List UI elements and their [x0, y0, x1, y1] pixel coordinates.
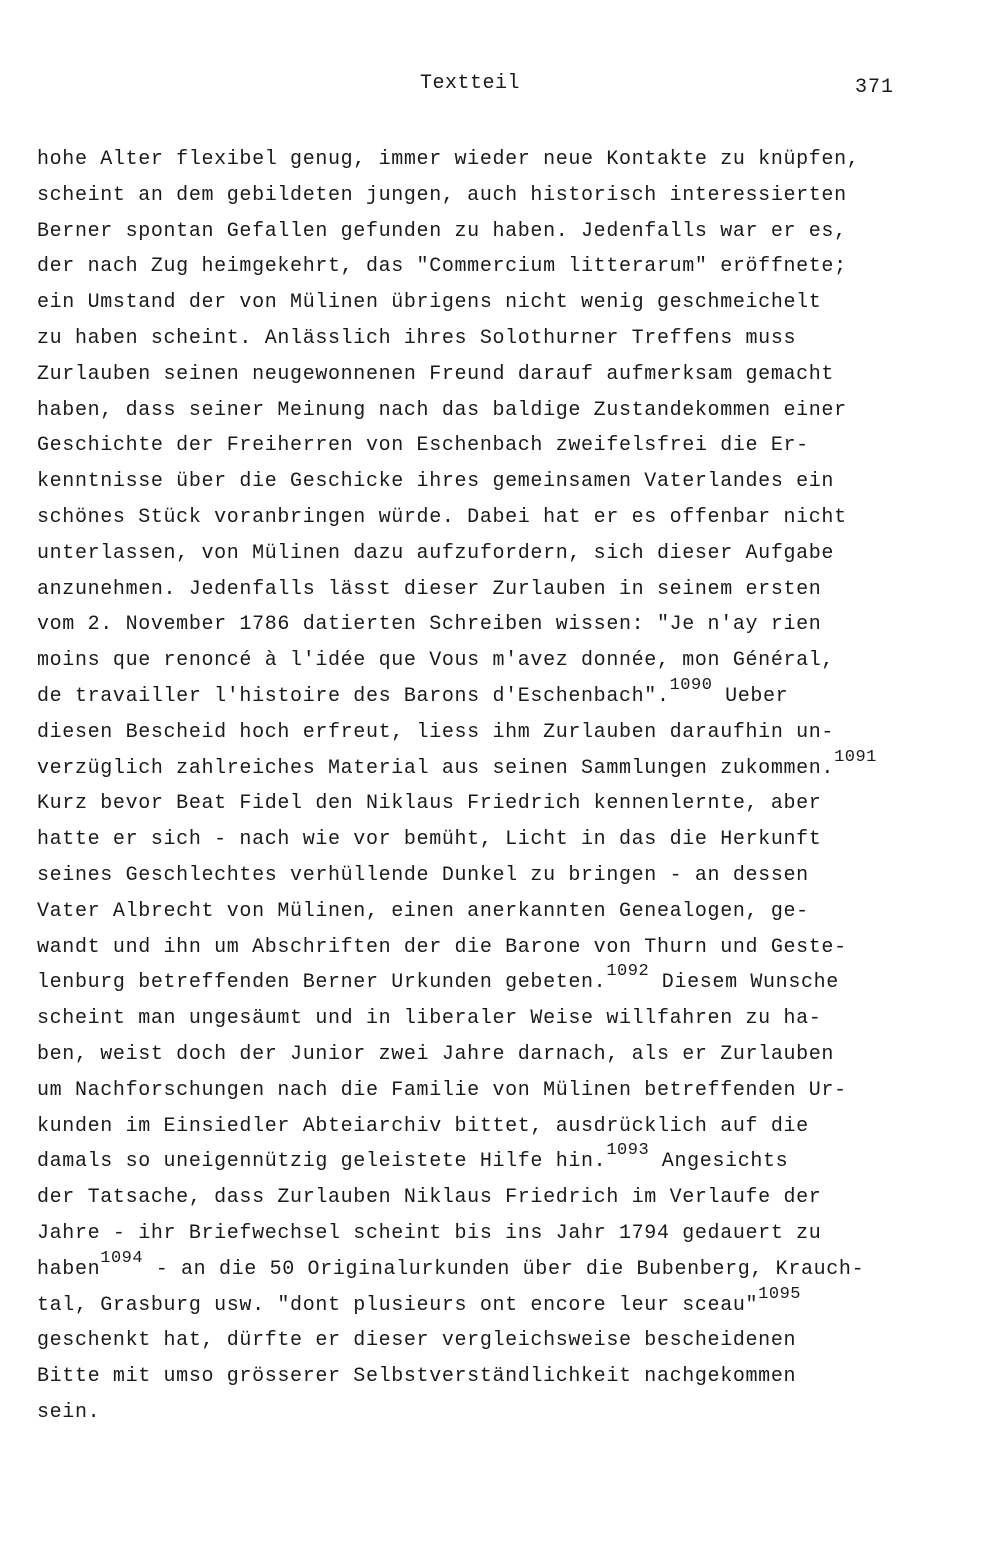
text-line [37, 428, 977, 464]
text-line [37, 1359, 977, 1395]
line-text: Vater Albrecht von Mülinen, einen anerkannten Genealogen, ge- [37, 899, 809, 923]
line-text: geschenkt hat, dürfte er dieser vergleichsweise bescheidenen [37, 1329, 797, 1353]
line-text: scheint man ungesäumt und in liberaler Weise willfahren zu ha- [37, 1007, 822, 1031]
text-line [37, 1141, 977, 1180]
line-text: kunden im Einsiedler Abteiarchiv bittet, ausdrücklich auf die [37, 1114, 809, 1138]
text-line [37, 464, 977, 500]
page-number: 371 [855, 76, 895, 99]
text-line [37, 1001, 977, 1037]
text-line [37, 178, 977, 214]
running-head-title: Textteil [420, 72, 521, 95]
line-text-continued: Angesichts [649, 1150, 789, 1174]
text-line [37, 214, 977, 250]
text-line [37, 357, 977, 393]
text-line [37, 675, 977, 715]
text-line [37, 142, 977, 178]
line-text: damals so uneigennützig geleistete Hilfe hin. [37, 1150, 607, 1174]
text-line [37, 1284, 977, 1324]
line-text: seines Geschlechtes verhüllende Dunkel zu bringen - an dessen [37, 863, 809, 887]
text-line [37, 1323, 977, 1359]
line-text: lenburg betreffenden Berner Urkunden gebeten. [37, 971, 607, 995]
text-line [37, 858, 977, 894]
line-text: haben [37, 1257, 101, 1281]
text-line [37, 747, 977, 787]
line-text: Jahre - ihr Briefwechsel scheint bis ins Jahr 1794 gedauert zu [37, 1221, 822, 1245]
text-line [37, 500, 977, 536]
text-line [37, 1395, 977, 1431]
line-text: zu haben scheint. Anlässlich ihres Solothurner Treffens muss [37, 326, 797, 350]
text-line [37, 572, 977, 608]
line-text-continued: - an die 50 Originalurkunden über die Bubenberg, Krauch- [143, 1257, 865, 1281]
line-text: wandt und ihn um Abschriften der die Barone von Thurn und Geste- [37, 935, 847, 959]
footnote-reference: 1095 [758, 1284, 801, 1304]
line-text-continued: Ueber [712, 684, 789, 708]
text-line [37, 930, 977, 966]
text-line [37, 536, 977, 572]
running-head [0, 72, 1000, 102]
text-line [37, 285, 977, 321]
line-text: hohe Alter flexibel genug, immer wieder neue Kontakte zu knüpfen, [37, 148, 860, 171]
line-text: Berner spontan Gefallen gefunden zu haben. Jedenfalls war er es, [37, 219, 847, 243]
line-text: schönes Stück voranbringen würde. Dabei hat er es offenbar nicht [37, 505, 847, 529]
line-text: verzüglich zahlreiches Material aus seinen Sammlungen zukommen. [37, 756, 835, 780]
line-text: unterlassen, von Mülinen dazu aufzufordern, sich dieser Aufgabe [37, 541, 835, 565]
line-text: Zurlauben seinen neugewonnenen Freund darauf aufmerksam gemacht [37, 362, 835, 386]
line-text: ben, weist doch der Junior zwei Jahre darnach, als er Zurlauben [37, 1042, 835, 1066]
footnote-reference: 1091 [834, 747, 877, 767]
text-line [37, 822, 977, 858]
line-text: vom 2. November 1786 datierten Schreiben wissen: "Je n'ay rien [37, 613, 822, 637]
footnote-reference: 1090 [669, 675, 713, 695]
text-line [37, 1109, 977, 1145]
line-text: der nach Zug heimgekehrt, das "Commercium litterarum" eröffnete; [37, 255, 847, 279]
line-text: ein Umstand der von Mülinen übrigens nicht wenig geschmeichelt [37, 291, 822, 315]
text-line [37, 249, 977, 285]
line-text: kenntnisse über die Geschicke ihres gemeinsamen Vaterlandes ein [37, 470, 835, 494]
line-text: hatte er sich - nach wie vor bemüht, Licht in das die Herkunft [37, 828, 822, 852]
text-line [37, 1180, 977, 1216]
text-line [37, 643, 977, 679]
text-line [37, 962, 977, 1001]
text-line [37, 1248, 977, 1288]
line-text: Geschichte der Freiherren von Eschenbach zweifelsfrei die Er- [37, 434, 809, 458]
line-text: Kurz bevor Beat Fidel den Niklaus Friedrich kennenlernte, aber [37, 792, 822, 816]
line-text: Bitte mit umso grösserer Selbstverständlichkeit nachgekommen [37, 1365, 797, 1389]
line-text: um Nachforschungen nach die Familie von Mülinen betreffenden Ur- [37, 1078, 847, 1102]
line-text: diesen Bescheid hoch erfreut, liess ihm Zurlauben daraufhin un- [37, 720, 835, 744]
text-line [37, 715, 977, 751]
text-line [37, 607, 977, 643]
line-text-continued: Diesem Wunsche [649, 971, 839, 995]
line-text: haben, dass seiner Meinung nach das baldige Zustandekommen einer [37, 398, 847, 422]
body-text [37, 142, 977, 1431]
text-line [37, 393, 977, 429]
line-text: sein. [37, 1400, 101, 1424]
text-line [37, 1216, 977, 1252]
text-line [37, 321, 977, 357]
text-line [37, 786, 977, 822]
line-text: tal, Grasburg usw. "dont plusieurs ont encore leur sceau" [37, 1293, 759, 1317]
line-text: moins que renoncé à l'idée que Vous m'avez donnée, mon Général, [37, 649, 835, 673]
line-text: de travailler l'histoire des Barons d'Eschenbach". [37, 684, 670, 708]
line-text: der Tatsache, dass Zurlauben Niklaus Friedrich im Verlaufe der [37, 1186, 822, 1210]
line-text: anzunehmen. Jedenfalls lässt dieser Zurlauben in seinem ersten [37, 577, 822, 601]
footnote-reference: 1093 [606, 1141, 650, 1161]
text-line [37, 894, 977, 930]
footnote-reference: 1092 [606, 962, 650, 982]
text-line [37, 1037, 977, 1073]
footnote-reference: 1094 [100, 1248, 144, 1268]
text-line [37, 1073, 977, 1109]
line-text: scheint an dem gebildeten jungen, auch historisch interessierten [37, 183, 847, 207]
